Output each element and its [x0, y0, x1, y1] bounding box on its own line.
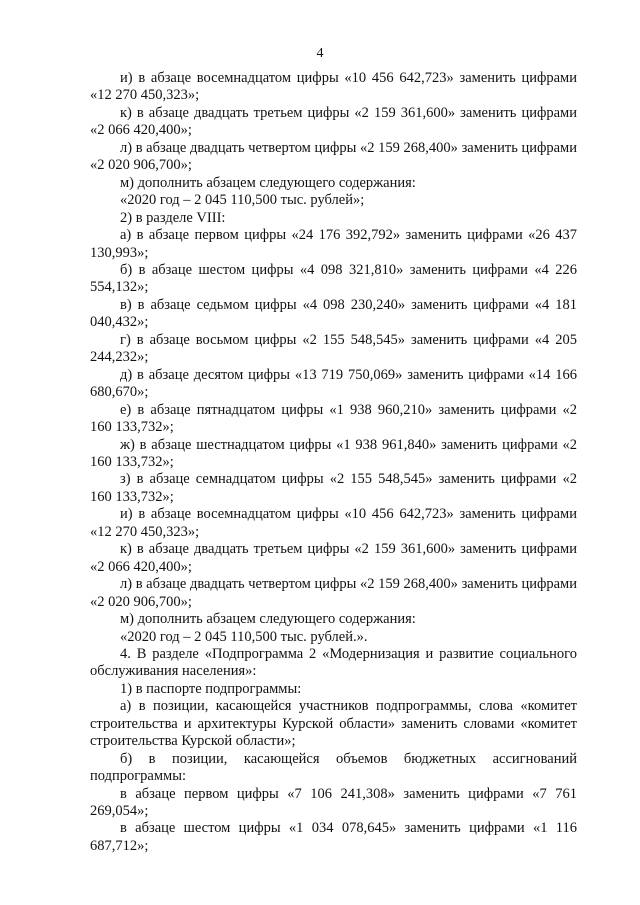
paragraph: к) в абзаце двадцать третьем цифры «2 159 361,600» заменить цифрами «2 066 420,400»; [90, 104, 577, 139]
paragraph: 1) в паспорте подпрограммы: [120, 680, 302, 697]
paragraph: з) в абзаце семнадцатом цифры «2 155 548,545» заменить цифрами «2 160 133,732»; [90, 471, 577, 505]
paragraph: е) в абзаце пятнадцатом цифры «1 938 960,210» заменить цифрами «2 160 133,732»; [90, 401, 577, 436]
paragraph: м) дополнить абзацем следующего содержания: [120, 174, 416, 191]
paragraph: б) в позиции, касающейся объемов бюджетных ассигнований подпрограммы: [90, 750, 577, 785]
paragraph: 2) в разделе VIII: [120, 209, 226, 226]
paragraph: г) в абзаце восьмом цифры «2 155 548,545» заменить цифрами «4 205 244,232»; [90, 331, 577, 366]
paragraph: в) в абзаце седьмом цифры «4 098 230,240» заменить цифрами «4 181 040,432»; [90, 296, 577, 331]
paragraph: а) в позиции, касающейся участников подпрограммы, слова «комитет строительства и архитектуры Курской области» заменить словами «комитет строительства Курской области»; [90, 698, 577, 750]
paragraph: в абзаце первом цифры «7 106 241,308» заменить цифрами «7 761 269,054»; [90, 785, 577, 820]
document-body [90, 70, 577, 855]
paragraph: и) в абзаце восемнадцатом цифры «10 456 642,723» заменить цифрами «12 270 450,323»; [90, 70, 577, 104]
paragraph: д) в абзаце десятом цифры «13 719 750,069» заменить цифрами «14 166 680,670»; [90, 366, 577, 401]
paragraph: в абзаце шестом цифры «1 034 078,645» заменить цифрами «1 116 687,712»; [90, 820, 577, 854]
page-number: 4 [316, 46, 324, 61]
paragraph: м) дополнить абзацем следующего содержания: [120, 611, 416, 628]
paragraph: л) в абзаце двадцать четвертом цифры «2 159 268,400» заменить цифрами «2 020 906,700»; [90, 139, 577, 174]
paragraph: к) в абзаце двадцать третьем цифры «2 159 361,600» заменить цифрами «2 066 420,400»; [90, 541, 577, 575]
paragraph: б) в абзаце шестом цифры «4 098 321,810» заменить цифрами «4 226 554,132»; [90, 261, 577, 296]
paragraph: 4. В разделе «Подпрограмма 2 «Модернизация и развитие социального обслуживания населения»: [90, 645, 577, 680]
paragraph: а) в абзаце первом цифры «24 176 392,792» заменить цифрами «26 437 130,993»; [90, 227, 577, 261]
paragraph: «2020 год – 2 045 110,500 тыс. рублей»; [120, 192, 365, 209]
paragraph: и) в абзаце восемнадцатом цифры «10 456 642,723» заменить цифрами «12 270 450,323»; [90, 506, 577, 540]
paragraph: «2020 год – 2 045 110,500 тыс. рублей.». [120, 628, 368, 645]
paragraph: ж) в абзаце шестнадцатом цифры «1 938 961,840» заменить цифрами «2 160 133,732»; [90, 436, 577, 470]
paragraph: л) в абзаце двадцать четвертом цифры «2 159 268,400» заменить цифрами «2 020 906,700»; [90, 576, 577, 610]
